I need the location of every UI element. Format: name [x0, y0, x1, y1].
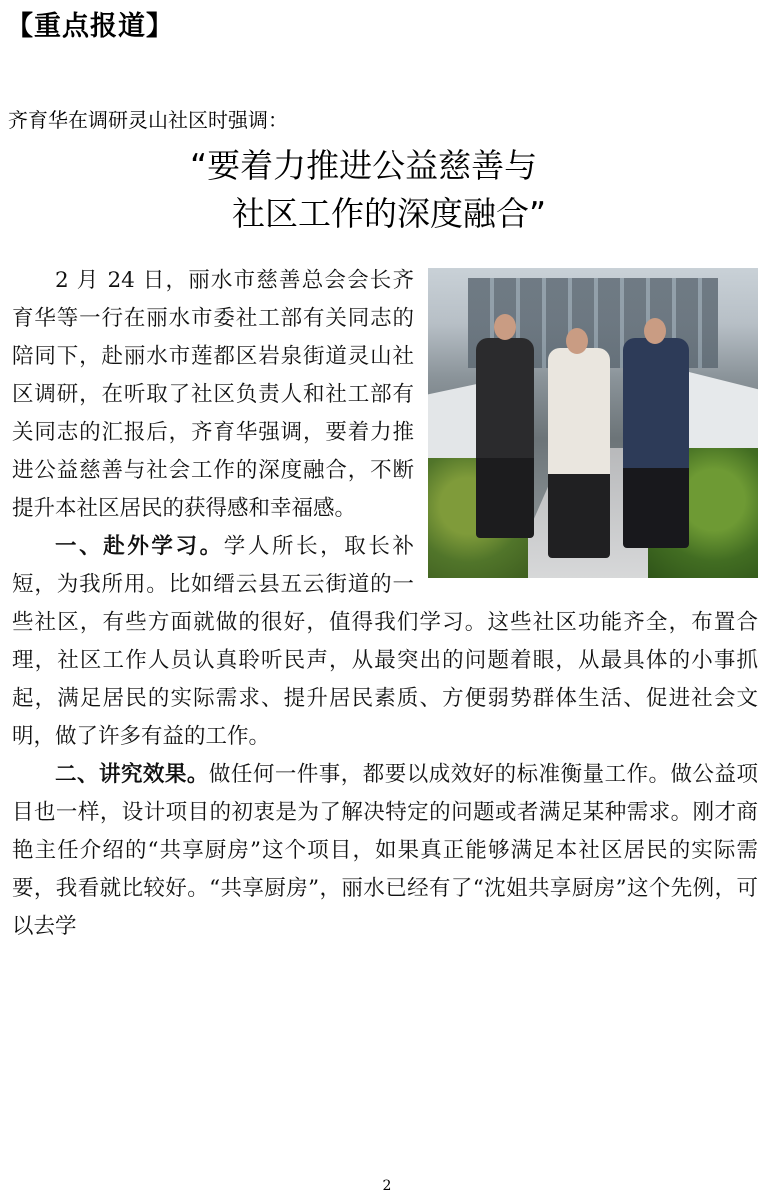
photo	[428, 268, 758, 578]
section-1-heading: 一、赴外学习。	[55, 534, 224, 559]
section-2-text: 做任何一件事，都要以成效好的标准衡量工作。做公益项目也一样，设计项目的初衷是为了解决特定的问题或者满足某种需求。刚才商艳主任介绍的“共享厨房”这个项目，如果真正能够满足本社区居民的实际需要，我看就比较好。“共享厨房”，丽水已经有了“沈姐共享厨房”这个先例，可以去学	[12, 762, 758, 939]
section-tag: 【重点报道】	[6, 11, 174, 42]
headline-line-2: 社区工作的深度融合”	[232, 194, 547, 233]
photo-person-head	[566, 328, 588, 354]
article-body	[12, 262, 758, 946]
photo-person	[548, 348, 610, 558]
intro-paragraph	[12, 262, 758, 528]
headline-line-1: “要着力推进公益慈善与	[190, 146, 538, 185]
article-kicker: 齐育华在调研灵山社区时强调：	[8, 108, 288, 132]
page-number: 2	[382, 1178, 392, 1194]
photo-person	[623, 338, 689, 548]
section-2-heading: 二、讲究效果。	[55, 762, 209, 787]
photo-person	[476, 338, 534, 538]
section-2-paragraph	[12, 756, 758, 946]
section-1-text: 学人所长，取长补短，为我所用。比如缙云县五云街道的一些社区，有些方面就做的很好，值得我们学习。这些社区功能齐全，布置合理，社区工作人员认真聆听民声，从最突出的问题着眼，从最具体的小事抓起，满足居民的实际需求、提升居民素质、方便弱势群体生活、促进社会文明，做了许多有益的工作。	[12, 534, 758, 749]
intro-text: 2 月 24 日，丽水市慈善总会会长齐育华等一行在丽水市委社工部有关同志的陪同下，赴丽水市莲都区岩泉街道灵山社区调研，在听取了社区负责人和社工部有关同志的汇报后，齐育华强调，要着力推进公益慈善与社会工作的深度融合，不断提升本社区居民的获得感和幸福感。	[12, 268, 414, 521]
photo-person-head	[494, 314, 516, 340]
photo-person-head	[644, 318, 666, 344]
